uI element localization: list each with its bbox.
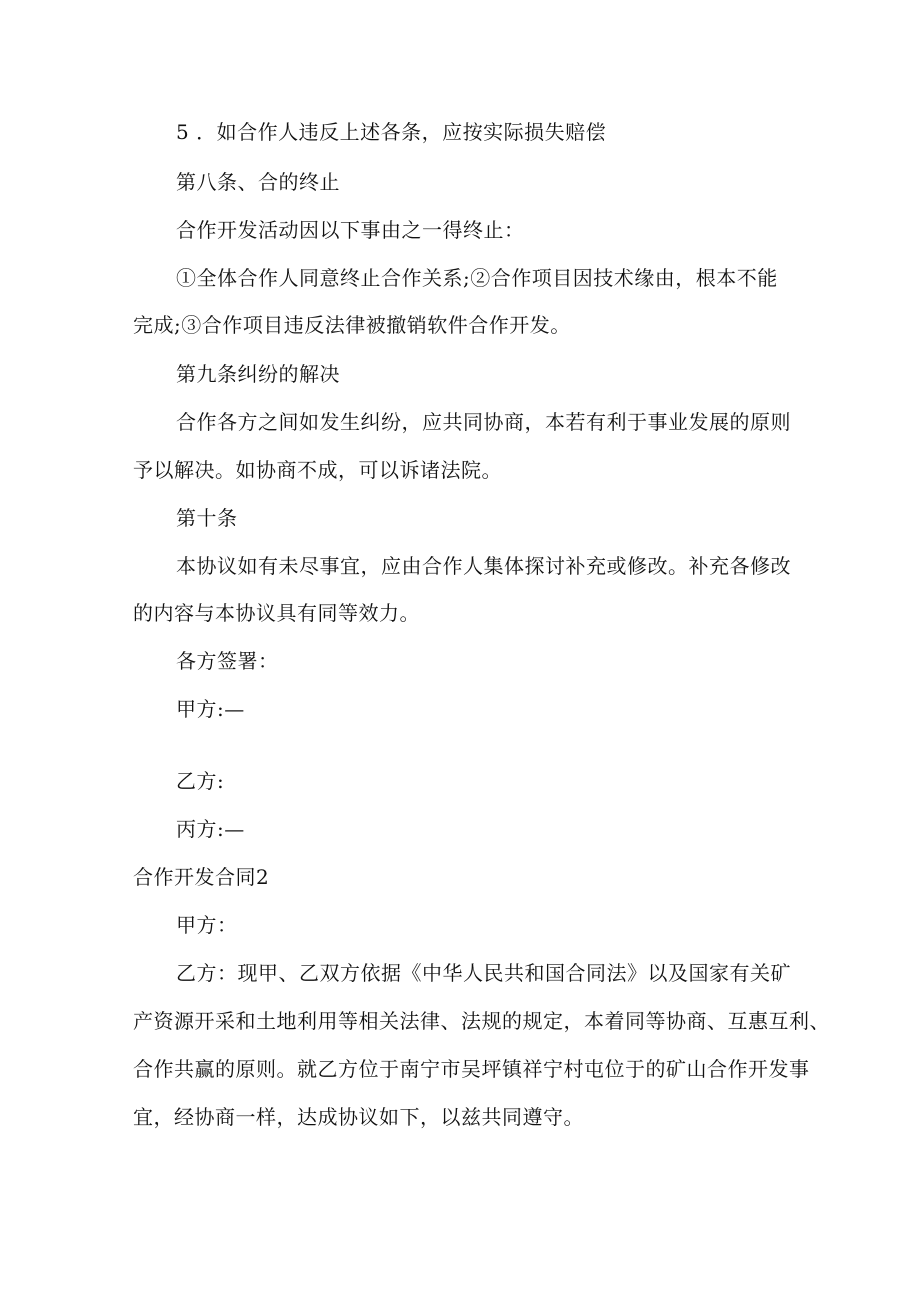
paragraph-line: 的内容与本协议具有同等效力。 [133,601,420,625]
article-10-heading: 第十条 [176,506,238,530]
paragraph-line: 产资源开采和土地利用等相关法律、法规的规定，本着同等协商、互惠互利、 [133,1009,830,1033]
paragraph-line: 宜，经协商一样，达成协议如下，以兹共同遵守。 [133,1105,584,1129]
party-a-line: 甲方： [176,913,238,937]
paragraph-line: 乙方：现甲、乙双方依据《中华人民共和国合同法》以及国家有关矿 [176,961,791,985]
section-title: 合作开发合同2 [133,865,270,889]
article-8-heading: 第八条、合的终止 [176,170,340,194]
signatures-heading: 各方签署： [176,649,279,673]
paragraph-line: 合作各方之间如发生纠纷，应共同协商，本若有利于事业发展的原则 [176,410,791,434]
party-c-signature-line: 丙方:— [176,817,245,841]
paragraph-line: 予以解决。如协商不成，可以诉诸法院。 [133,458,502,482]
paragraph-line: 本协议如有未尽事宜，应由合作人集体探讨补充或修改。补充各修改 [176,554,791,578]
article-9-heading: 第九条纠纷的解决 [176,362,340,386]
paragraph-line: 合作共赢的原则。就乙方位于南宁市吴坪镇祥宁村屯位于的矿山合作开发事 [133,1057,810,1081]
party-a-signature-line: 甲方:— [176,697,245,721]
clause-5-line: 5 ．如合作人违反上述各条，应按实际损失赔偿 [176,120,607,144]
party-b-signature-line: 乙方: [176,769,225,793]
paragraph-line: 完成;③合作项目违反法律被撤销软件合作开发。 [133,313,571,337]
paragraph-line: ①全体合作人同意终止合作关系;②合作项目因技术缘由，根本不能 [176,266,778,290]
paragraph-line: 合作开发活动因以下事由之一得终止： [176,218,525,242]
